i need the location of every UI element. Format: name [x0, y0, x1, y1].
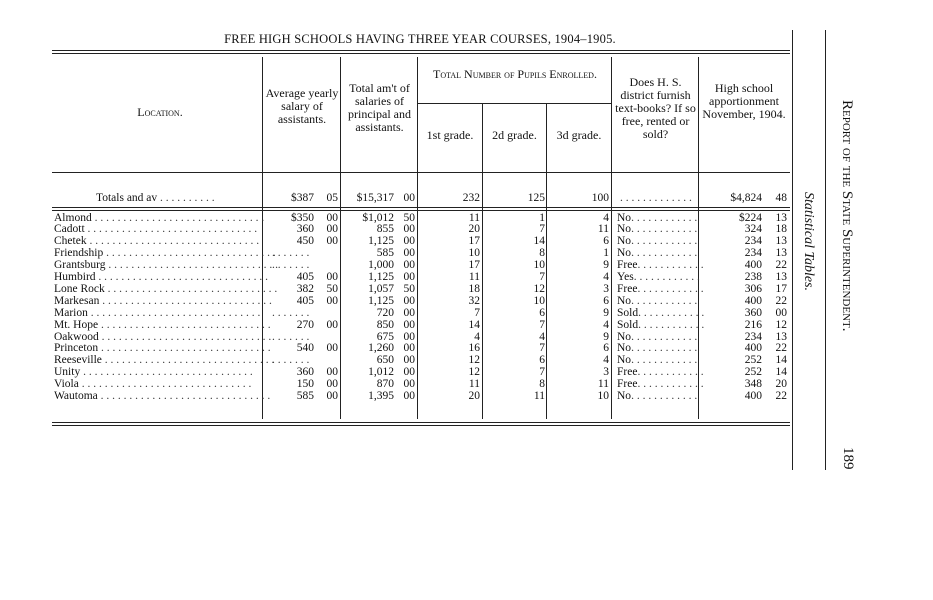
textbooks-cell [617, 366, 704, 379]
total-salaries-cents: 00 [403, 306, 415, 319]
leader-dots: . . . . . . . . . . . . [633, 271, 700, 283]
header-grade-3: 3d grade. [556, 128, 602, 142]
textbooks-cell [617, 296, 697, 307]
apportionment-dollars: 324 [744, 223, 762, 236]
total-salaries-cents: 00 [403, 235, 415, 248]
apportionment-dollars: 234 [744, 330, 762, 343]
location-cell [54, 294, 272, 307]
grade-1-count: 7 [474, 306, 480, 319]
header-pupils-enrolled: Total Number of Pupils Enrolled. [433, 67, 597, 81]
location-name: Friendship [54, 247, 104, 260]
leader-dots: . . . . . . . . . . . . . . . . . . . . . . . . . . . . . . [98, 318, 271, 331]
apportionment-dollars: 216 [744, 318, 762, 331]
leader-dots: . . . . . . . . . . . . . . . . . . . . . . . . . . . . . . [80, 366, 253, 379]
avg-salary-dollars: 382 [296, 282, 314, 295]
avg-salary-dollars: 585 [296, 390, 314, 402]
total-salaries-dollars: 1,125 [368, 271, 394, 283]
location-name: Chetek [54, 235, 87, 248]
avg-salary-dollars: 540 [296, 342, 314, 355]
avg-salary-cents: 00 [326, 318, 338, 331]
apportionment-cents: 14 [775, 366, 787, 379]
apportionment-cents: 22 [775, 259, 787, 272]
table-row [0, 367, 933, 378]
location-cell [54, 308, 260, 319]
textbooks-cell [617, 248, 697, 259]
textbooks-value: Free [617, 282, 638, 295]
total-salaries-cents: 50 [403, 282, 415, 295]
leader-dots: . . . . . . . . . . . . . . . . . . . . . . . . . . . . . . [78, 378, 252, 391]
apportionment-dollars: 400 [744, 259, 762, 272]
apportionment-dollars: 234 [744, 235, 762, 248]
grade-1-count: 18 [468, 282, 480, 295]
total-salaries-dollars: $1,012 [362, 211, 394, 224]
total-salaries-cents: 00 [403, 223, 415, 236]
total-salaries-cents: 50 [403, 211, 415, 224]
total-salaries-dollars: 1,057 [368, 282, 394, 295]
location-cell [54, 259, 279, 272]
table-row [0, 236, 933, 247]
grade-2-count: 7 [539, 271, 545, 283]
total-salaries-dollars: 1,125 [368, 294, 394, 307]
location-cell [54, 367, 260, 378]
leader-dots: . . . . . . . . . . . . [631, 390, 698, 402]
avg-salary-leader: . . . . . . . [272, 330, 310, 343]
table-row [0, 343, 933, 354]
margin-rule [792, 30, 793, 470]
avg-salary-leader: . . . . . . . [272, 247, 310, 260]
margin-rule-2 [825, 30, 826, 470]
totals-total-cents: 00 [403, 192, 415, 204]
grade-2-count: 7 [539, 342, 545, 355]
location-name: Humbird [54, 271, 96, 283]
textbooks-value: No [617, 390, 632, 402]
location-name: Viola [54, 378, 79, 391]
grade-3-count: 3 [603, 366, 609, 379]
grade-1-count: 10 [468, 247, 480, 260]
leader-dots: . . . . . . . . . . . . [631, 247, 698, 260]
textbooks-value: No [617, 354, 632, 367]
leader-dots: . . . . . . . . . . . . [637, 282, 704, 295]
grade-2-count: 14 [533, 235, 545, 248]
avg-salary-cents: 00 [326, 294, 338, 307]
textbooks-value: Free [617, 259, 638, 272]
total-salaries-dollars: 675 [376, 330, 394, 343]
total-salaries-dollars: 1,000 [368, 259, 394, 272]
total-salaries-dollars: 1,260 [368, 342, 394, 355]
grade-2-count: 6 [539, 354, 545, 367]
grade-2-count: 12 [533, 282, 545, 295]
page-number: 189 [840, 447, 856, 470]
location-name: Princeton [54, 342, 99, 355]
total-salaries-cents: 00 [403, 294, 415, 307]
leader-dots: . . . . . . . . . . . . [631, 235, 698, 248]
textbooks-cell [617, 355, 697, 366]
header-grade-1: 1st grade. [426, 128, 474, 142]
table-row [0, 332, 933, 343]
table-row [0, 213, 933, 224]
textbooks-value: Free [617, 378, 638, 391]
grade-1-count: 11 [468, 211, 480, 224]
totals-apportion-dollars: $4,824 [730, 192, 762, 204]
apportionment-dollars: 400 [744, 342, 762, 355]
location-cell [54, 282, 278, 295]
location-name: Oakwood [54, 330, 99, 343]
grade-3-count: 11 [597, 378, 609, 391]
apportionment-cents: 17 [775, 282, 787, 295]
total-salaries-cents: 00 [403, 259, 415, 272]
table-row [0, 355, 933, 366]
leader-dots: . . . . . . . . . . . . . . . . . . . . . . . . . . . . . . [84, 223, 258, 236]
apportionment-cents: 13 [775, 330, 787, 343]
apportionment-cents: 13 [775, 271, 787, 283]
grade-1-count: 20 [468, 390, 480, 402]
grade-2-count: 11 [533, 390, 545, 402]
grade-1-count: 32 [468, 294, 480, 307]
leader-dots: . . . . . . . . . . . . [637, 366, 704, 379]
location-cell [54, 224, 260, 235]
apportionment-cents: 13 [775, 211, 787, 224]
leader-dots: . . . . . . . . . . . . [631, 342, 698, 355]
leader-dots: . . . . . . . . . . . . [638, 318, 705, 331]
leader-dots: . . . . . . . . . . . . . . . . . . . . . . . . . . . . . . [104, 282, 278, 295]
grade-1-count: 17 [468, 235, 480, 248]
total-salaries-dollars: 850 [376, 318, 394, 331]
location-cell [54, 236, 260, 247]
total-salaries-cents: 00 [403, 390, 415, 402]
avg-salary-cents: 00 [326, 223, 338, 236]
leader-dots: . . . . . . . . . . . . [631, 330, 698, 343]
textbooks-value: No [617, 235, 632, 248]
textbooks-value: Free [617, 366, 638, 379]
leader-dots: . . . . . . . . . . . . . . . . . . . . . . . . . . . . . . [87, 306, 261, 319]
side-statistical-tables: Statistical Tables. [801, 192, 816, 292]
textbooks-value: No [617, 223, 632, 236]
apportionment-cents: 22 [775, 294, 787, 307]
grade-3-count: 4 [603, 211, 609, 224]
location-cell [54, 342, 271, 355]
top-rule-2 [52, 53, 790, 54]
textbooks-value: No [617, 211, 632, 224]
textbooks-cell [617, 391, 697, 402]
total-salaries-cents: 00 [403, 342, 415, 355]
location-cell [54, 354, 275, 367]
leader-dots: . . . . . . . . . . . . . . . . . . . . . . . . . . . . . . [97, 390, 271, 402]
grade-3-count: 4 [603, 354, 609, 367]
textbooks-cell [617, 318, 705, 331]
textbooks-cell [617, 282, 704, 295]
location-cell [54, 330, 272, 343]
total-salaries-cents: 00 [403, 330, 415, 343]
table-row [0, 391, 933, 402]
apportionment-cents: 18 [775, 223, 787, 236]
bottom-rule [52, 422, 790, 423]
apportionment-cents: 13 [775, 247, 787, 260]
totals-grade-3: 100 [591, 192, 609, 204]
leader-dots: . . . . . . . . . . . . [638, 306, 705, 319]
grade-1-count: 16 [468, 342, 480, 355]
apportionment-dollars: 238 [744, 271, 762, 283]
leader-dots: . . . . . . . . . . . . [631, 294, 698, 307]
location-name: Wautoma [54, 390, 98, 402]
apportionment-dollars: 252 [744, 366, 762, 379]
totals-textbooks-leader: . . . . . . . . . . . . . [620, 192, 692, 204]
avg-salary-dollars: 405 [296, 271, 314, 283]
avg-salary-cents: 00 [326, 235, 338, 248]
grade-1-count: 12 [468, 354, 480, 367]
location-cell [54, 390, 271, 402]
table-row [0, 284, 933, 295]
totals-total-dollars: $15,317 [356, 192, 394, 204]
total-salaries-dollars: 650 [376, 354, 394, 367]
avg-salary-cents: 00 [326, 342, 338, 355]
grade-2-count: 10 [533, 259, 545, 272]
apportionment-cents: 12 [775, 318, 787, 331]
group-rule [418, 103, 611, 104]
location-name: Marion [54, 306, 88, 319]
leader-dots: . . . . . . . . . . . . [631, 354, 698, 367]
table-row [0, 296, 933, 307]
header-rule [52, 172, 790, 173]
grade-3-count: 9 [603, 330, 609, 343]
leader-dots: . . . . . . . . . . . . [637, 259, 704, 272]
textbooks-cell [617, 332, 697, 343]
grade-2-count: 7 [539, 318, 545, 331]
table-row [0, 320, 933, 331]
leader-dots: . . . . . . . . . . . . . . . . . . . . . . . . . . . . . . [98, 330, 272, 343]
textbooks-cell [617, 224, 697, 235]
table-row [0, 308, 933, 319]
apportionment-dollars: 234 [744, 247, 762, 260]
table-row [0, 248, 933, 259]
grade-2-count: 8 [539, 378, 545, 391]
header-total-salaries: Total am't of salaries of principal and assistants. [348, 81, 411, 134]
grade-1-count: 11 [468, 378, 480, 391]
apportionment-dollars: 252 [744, 354, 762, 367]
location-cell [54, 318, 271, 331]
avg-salary-dollars: 270 [296, 318, 314, 331]
grade-2-count: 8 [539, 247, 545, 260]
totals-row [0, 193, 933, 204]
avg-salary-cents: 00 [326, 271, 338, 283]
leader-dots: . . . . . . . . . . . . . . . . . . . . . . . . . . . . . . [101, 354, 275, 367]
table-row [0, 260, 933, 271]
location-name: Mt. Hope [54, 318, 99, 331]
leader-dots: . . . . . . . . . . . . . . . . . . . . . . . . . . . . . . [91, 211, 265, 224]
leader-dots: . . . . . . . . . . . . . . . . . . . . . . . . . . . . . . [86, 235, 260, 248]
header-apportionment: High school apportionment November, 1904. [702, 81, 786, 121]
textbooks-cell [617, 343, 697, 354]
totals-grade-1: 232 [462, 192, 480, 204]
totals-label: Totals and av [96, 192, 158, 204]
grade-3-count: 4 [603, 271, 609, 283]
apportionment-dollars: 360 [744, 306, 762, 319]
textbooks-cell [617, 306, 705, 319]
leader-dots: . . . . . . . . . . . . [637, 378, 704, 391]
location-cell [54, 247, 276, 260]
grade-2-count: 4 [539, 330, 545, 343]
grade-2-count: 7 [539, 223, 545, 236]
apportionment-cents: 14 [775, 354, 787, 367]
grade-3-count: 6 [603, 294, 609, 307]
leader-dots: . . . . . . . . . . . . . . . . . . . . . . . . . . . . . . [98, 342, 271, 355]
total-salaries-cents: 00 [403, 378, 415, 391]
table-row [0, 224, 933, 235]
totals-rule [52, 207, 790, 208]
apportionment-cents: 00 [775, 306, 787, 319]
header-grade-2: 2d grade. [492, 128, 537, 142]
total-salaries-dollars: 720 [376, 306, 394, 319]
apportionment-dollars: 400 [744, 390, 762, 402]
textbooks-cell [617, 213, 697, 224]
location-cell [54, 271, 269, 283]
grade-2-count: 6 [539, 306, 545, 319]
grade-3-count: 6 [603, 235, 609, 248]
textbooks-cell [617, 271, 700, 283]
grade-3-count: 11 [597, 223, 609, 236]
total-salaries-dollars: 1,125 [368, 235, 394, 248]
leader-dots: . . . . . . . . . . . . . . . . . . . . . . . . . . . . . . [105, 259, 279, 272]
location-name: Reeseville [54, 354, 102, 367]
grade-2-count: 7 [539, 366, 545, 379]
total-salaries-cents: 00 [403, 366, 415, 379]
grade-2-count: 10 [533, 294, 545, 307]
totals-grade-2: 125 [527, 192, 545, 204]
header-textbooks: Does H. S. district furnish text-books? If so free, rented or sold? [615, 75, 696, 141]
total-salaries-cents: 00 [403, 318, 415, 331]
avg-salary-leader: . . . . . . . [272, 306, 310, 319]
grade-1-count: 14 [468, 318, 480, 331]
totals-avg-dollars: $387 [291, 192, 314, 204]
grade-2-count: 1 [539, 211, 545, 224]
location-name: Lone Rock [54, 282, 105, 295]
avg-salary-dollars: 150 [296, 378, 314, 391]
avg-salary-dollars: $350 [291, 211, 314, 224]
location-name: Unity [54, 366, 81, 379]
grade-1-count: 4 [474, 330, 480, 343]
total-salaries-dollars: 1,012 [368, 366, 394, 379]
apportionment-dollars: 306 [744, 282, 762, 295]
location-cell [54, 379, 260, 390]
textbooks-value: No [617, 294, 632, 307]
totals-avg-cents: 05 [326, 192, 338, 204]
grade-1-count: 12 [468, 366, 480, 379]
apportionment-dollars: $224 [739, 211, 762, 224]
grade-1-count: 17 [468, 259, 480, 272]
avg-salary-leader: . . . . . . . [272, 354, 310, 367]
avg-salary-cents: 00 [326, 378, 338, 391]
grade-3-count: 4 [603, 318, 609, 331]
textbooks-value: Sold [617, 318, 639, 331]
location-name: Cadott [54, 223, 85, 236]
grade-3-count: 9 [603, 306, 609, 319]
avg-salary-cents: 50 [326, 282, 338, 295]
avg-salary-cents: 00 [326, 366, 338, 379]
total-salaries-dollars: 855 [376, 223, 394, 236]
total-salaries-cents: 00 [403, 271, 415, 283]
side-report-title: Report of the State Superintendent. [839, 100, 855, 332]
apportionment-cents: 22 [775, 342, 787, 355]
header-location: Location. [137, 105, 183, 119]
avg-salary-cents: 00 [326, 390, 338, 402]
location-name: Markesan [54, 294, 100, 307]
total-salaries-cents: 00 [403, 354, 415, 367]
leader-dots: . . . . . . . . . . . . [631, 211, 698, 224]
textbooks-cell [617, 259, 704, 272]
grade-3-count: 3 [603, 282, 609, 295]
location-cell [54, 211, 265, 224]
table-row [0, 272, 933, 283]
table-row [0, 379, 933, 390]
total-salaries-cents: 00 [403, 247, 415, 260]
avg-salary-dollars: 360 [296, 366, 314, 379]
top-rule [52, 50, 790, 51]
textbooks-value: Sold [617, 306, 639, 319]
leader-dots: . . . . . . . . . . . . . . . . . . . . . . . . . . . . . . [95, 271, 269, 283]
apportionment-cents: 13 [775, 235, 787, 248]
grade-3-count: 1 [603, 247, 609, 260]
apportionment-dollars: 348 [744, 378, 762, 391]
avg-salary-cents: 00 [326, 211, 338, 224]
textbooks-value: No [617, 330, 632, 343]
location-name: Almond [54, 211, 92, 224]
leader-dots: . . . . . . . . . . . . . . . . . . . . . . . . . . . . . . [103, 247, 276, 260]
leader-dots: . . . . . . . . . . [157, 192, 215, 204]
textbooks-value: No [617, 247, 632, 260]
total-salaries-dollars: 585 [376, 247, 394, 260]
total-salaries-dollars: 1,395 [368, 390, 394, 402]
avg-salary-dollars: 405 [296, 294, 314, 307]
apportionment-cents: 20 [775, 378, 787, 391]
leader-dots: . . . . . . . . . . . . . . . . . . . . . . . . . . . . . . [99, 294, 272, 307]
grade-1-count: 11 [468, 271, 480, 283]
leader-dots: . . . . . . . . . . . . [631, 223, 698, 236]
grade-3-count: 6 [603, 342, 609, 355]
textbooks-cell [617, 236, 697, 247]
location-name: Grantsburg [54, 259, 106, 272]
apportionment-cents: 22 [775, 390, 787, 402]
bottom-rule-2 [52, 425, 790, 426]
totals-apportion-cents: 48 [775, 192, 787, 204]
grade-3-count: 9 [603, 259, 609, 272]
avg-salary-dollars: 360 [296, 223, 314, 236]
textbooks-value: No [617, 342, 632, 355]
table-title: FREE HIGH SCHOOLS HAVING THREE YEAR COURSES, 1904–1905. [224, 32, 616, 46]
avg-salary-leader: . . . . . . . [272, 259, 310, 272]
textbooks-cell [617, 378, 704, 391]
textbooks-value: Yes [617, 271, 634, 283]
grade-3-count: 10 [597, 390, 609, 402]
apportionment-dollars: 400 [744, 294, 762, 307]
header-avg-salary: Average yearly salary of assistants. [265, 86, 339, 126]
grade-1-count: 20 [468, 223, 480, 236]
avg-salary-dollars: 450 [296, 235, 314, 248]
total-salaries-dollars: 870 [376, 378, 394, 391]
